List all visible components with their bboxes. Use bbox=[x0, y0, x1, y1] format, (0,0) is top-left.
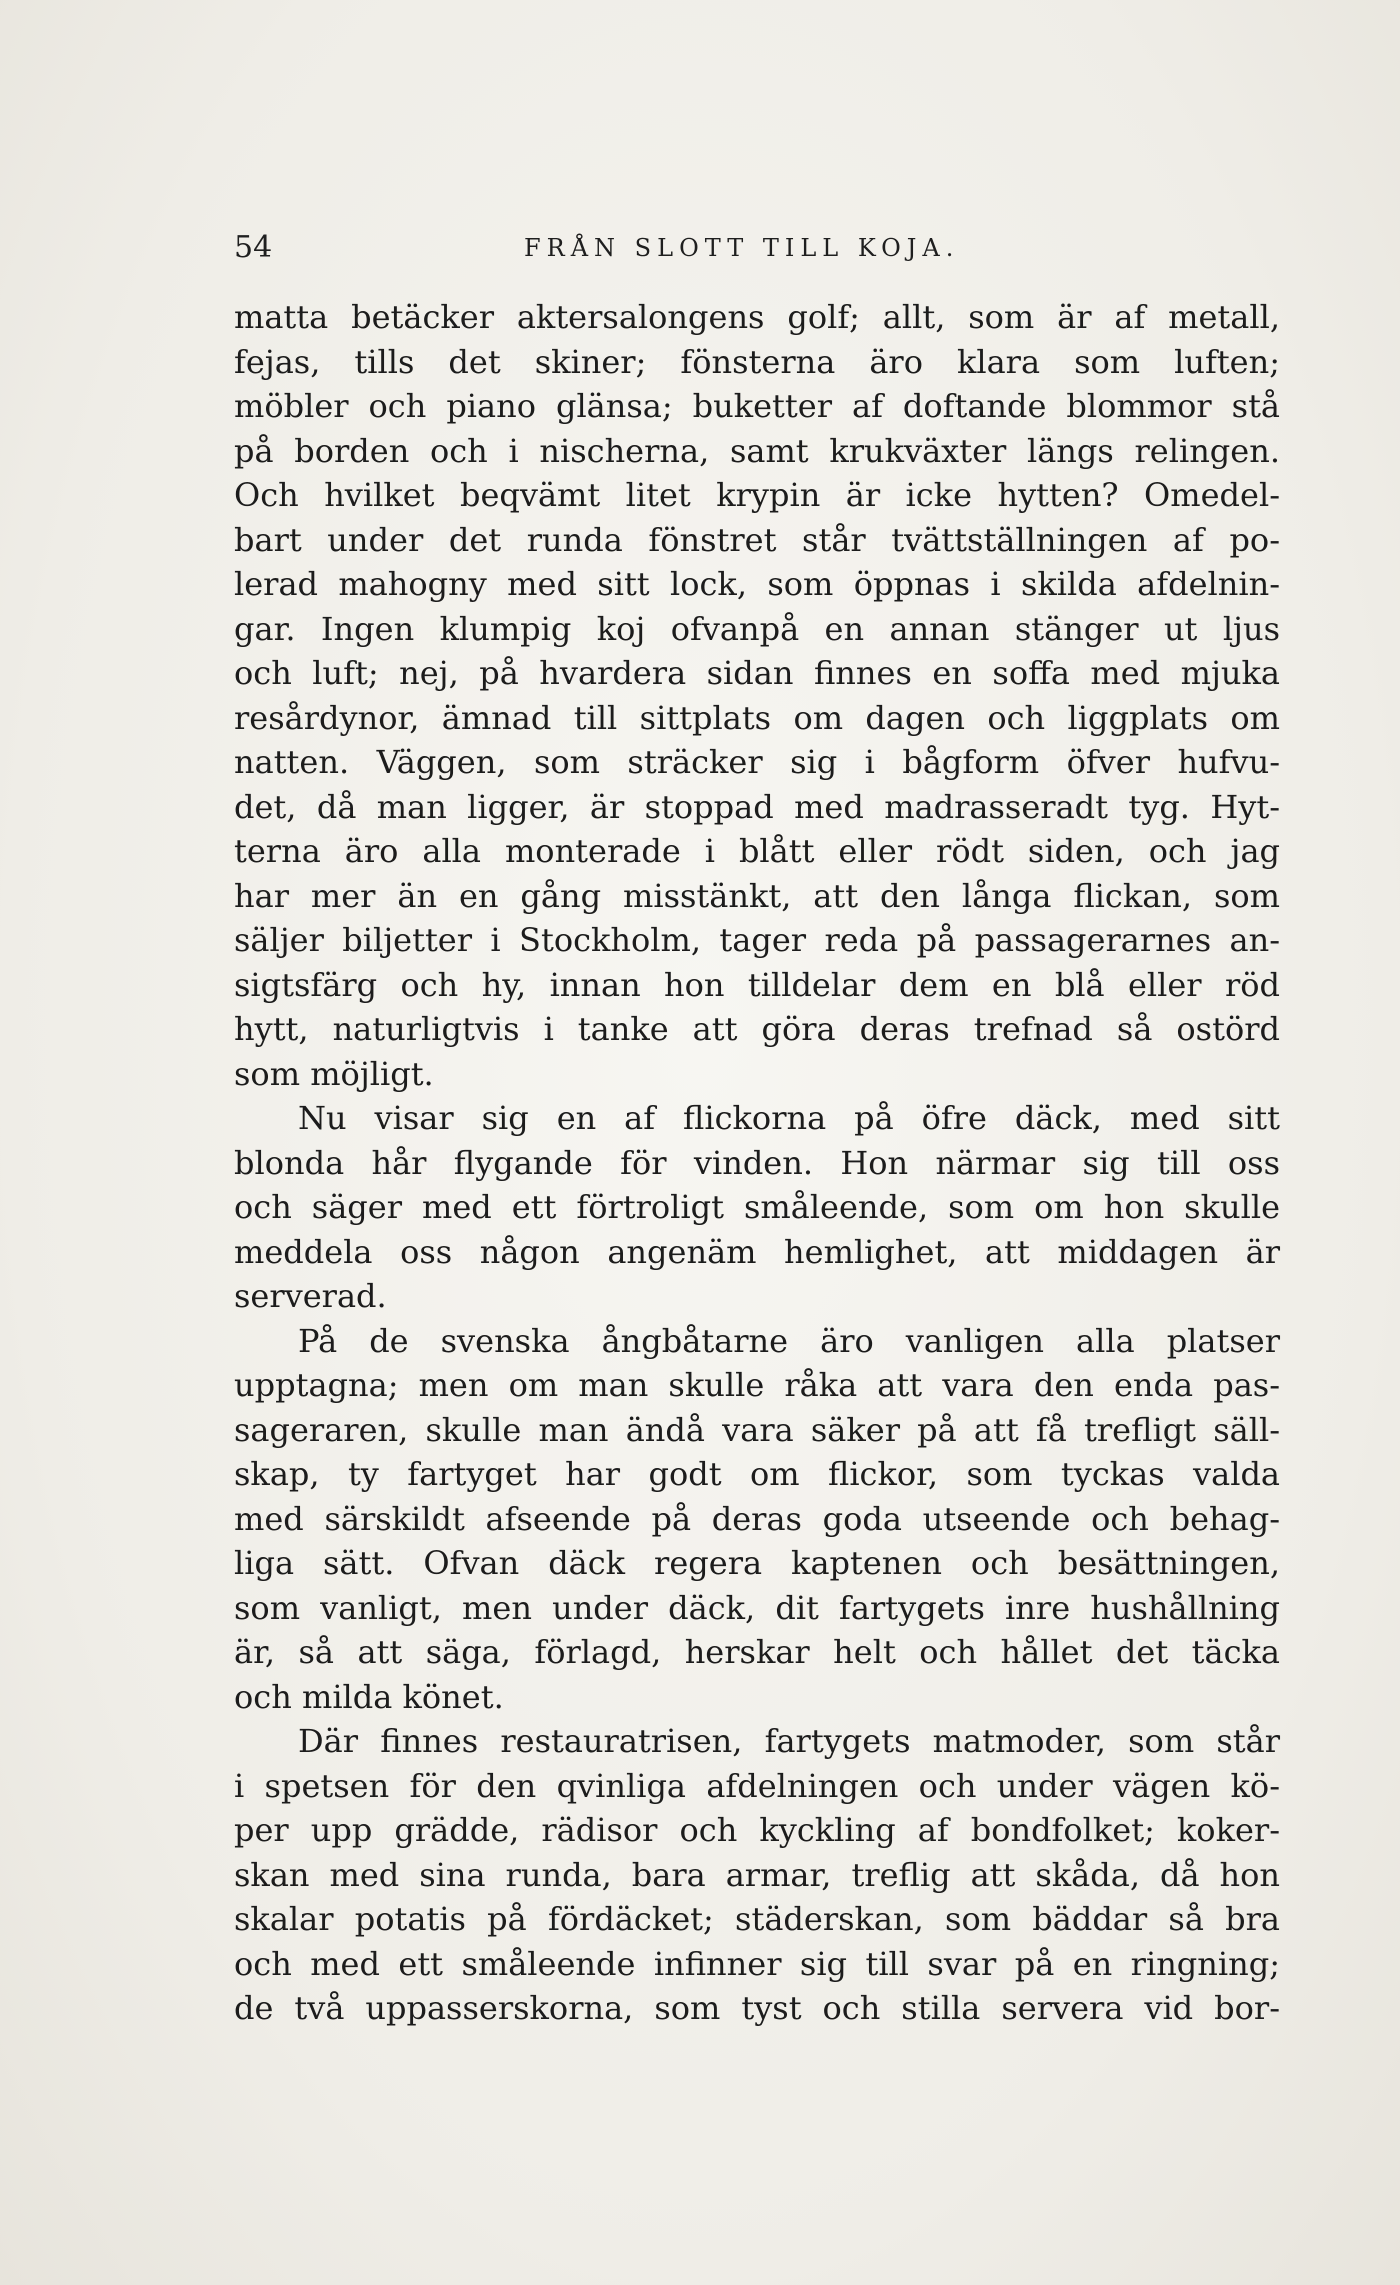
running-title: FRÅN SLOTT TILL KOJA. bbox=[524, 234, 960, 262]
text-line: Nu visar sig en af flickorna på öfre däck, med sitt bbox=[298, 1099, 1280, 1137]
text-line: hytt, naturligtvis i tanke att göra deras trefnad så ostörd bbox=[234, 1010, 1280, 1048]
text-line: är, så att säga, förlagd, herskar helt och hållet det täcka bbox=[234, 1633, 1280, 1671]
text-line: skalar potatis på fördäcket; städerskan, som bäddar så bra bbox=[234, 1900, 1280, 1938]
text-line: upptagna; men om man skulle råka att vara den enda pas- bbox=[234, 1366, 1280, 1404]
text-line: per upp grädde, rädisor och kyckling af bondfolket; koker- bbox=[234, 1811, 1280, 1849]
text-line: med särskildt afseende på deras goda utseende och behag- bbox=[234, 1499, 1280, 1538]
text-line: natten. Väggen, som sträcker sig i bågform öfver hufvu- bbox=[234, 743, 1280, 781]
text-line: sageraren, skulle man ändå vara säker på att få trefligt säll- bbox=[234, 1410, 1280, 1449]
text-line: lerad mahogny med sitt lock, som öppnas i skilda afdelnin- bbox=[234, 565, 1280, 603]
text-line: Och hvilket beqvämt litet krypin är icke hytten? Omedel- bbox=[234, 476, 1280, 514]
text-line: säljer biljetter i Stockholm, tager reda på passagerarnes an- bbox=[234, 921, 1280, 959]
text-line: serverad. bbox=[234, 1277, 387, 1315]
text-line: matta betäcker aktersalongens golf; allt, som är af metall, bbox=[234, 298, 1280, 336]
text-line: blonda hår flygande för vinden. Hon närmar sig till oss bbox=[234, 1143, 1280, 1182]
text-line: som möjligt. bbox=[234, 1054, 434, 1093]
text-line: och säger med ett förtroligt småleende, som om hon skulle bbox=[234, 1188, 1280, 1226]
text-line: på borden och i nischerna, samt krukväxter längs relingen. bbox=[234, 431, 1280, 470]
page-header bbox=[234, 226, 1154, 270]
text-line: sigtsfärg och hy, innan hon tilldelar dem en blå eller röd bbox=[234, 965, 1280, 1004]
text-line: i spetsen för den qvinliga afdelningen och under vägen kö- bbox=[234, 1766, 1280, 1805]
text-line: som vanligt, men under däck, dit fartygets inre hushållning bbox=[234, 1588, 1280, 1627]
text-line: de två uppasserskorna, som tyst och stilla servera vid bor- bbox=[234, 1989, 1280, 2027]
text-line: det, då man ligger, är stoppad med madrasseradt tyg. Hyt- bbox=[234, 787, 1280, 826]
text-line: och med ett småleende infinner sig till svar på en ringning; bbox=[234, 1944, 1280, 1983]
text-line: skap, ty fartyget har godt om flickor, som tyckas valda bbox=[234, 1455, 1280, 1493]
text-line: liga sätt. Ofvan däck regera kaptenen och besättningen, bbox=[234, 1544, 1280, 1582]
text-line: gar. Ingen klumpig koj ofvanpå en annan stänger ut ljus bbox=[234, 609, 1280, 648]
text-line: bart under det runda fönstret står tvättställningen af po- bbox=[234, 520, 1280, 559]
body-text bbox=[234, 295, 1280, 2031]
text-line: meddela oss någon angenäm hemlighet, att middagen är bbox=[234, 1232, 1280, 1271]
text-line: terna äro alla monterade i blått eller rödt siden, och jag bbox=[234, 832, 1280, 870]
text-line: fejas, tills det skiner; fönsterna äro klara som luften; bbox=[234, 342, 1280, 381]
text-line: och milda könet. bbox=[234, 1677, 504, 1716]
page-number: 54 bbox=[234, 230, 273, 265]
text-line: möbler och piano glänsa; buketter af doftande blommor stå bbox=[234, 387, 1280, 425]
text-line: och luft; nej, på hvardera sidan finnes en soffa med mjuka bbox=[234, 654, 1280, 692]
text-line: På de svenska ångbåtarne äro vanligen alla platser bbox=[298, 1321, 1280, 1360]
text-line: skan med sina runda, bara armar, treflig att skåda, då hon bbox=[234, 1855, 1280, 1894]
text-line: Där finnes restauratrisen, fartygets matmoder, som står bbox=[298, 1722, 1280, 1760]
text-line: har mer än en gång misstänkt, att den långa flickan, som bbox=[234, 876, 1280, 915]
text-line: resårdynor, ämnad till sittplats om dagen och liggplats om bbox=[234, 698, 1280, 737]
